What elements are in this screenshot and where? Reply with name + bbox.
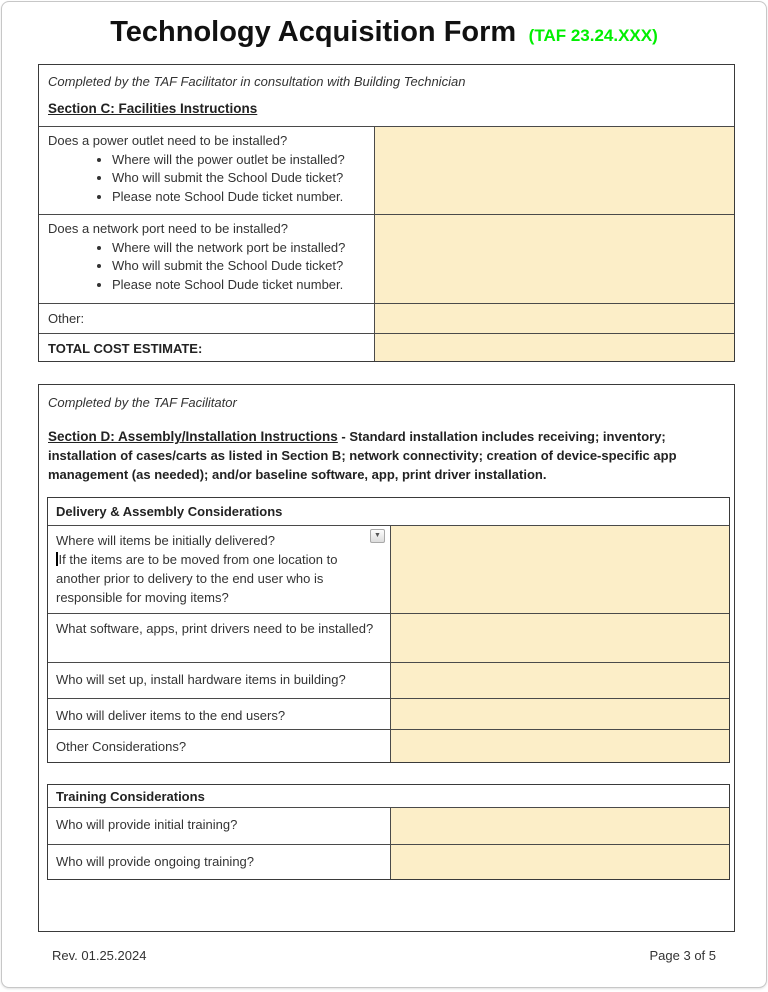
answer-cell-power-outlet[interactable]: [374, 127, 734, 214]
table-row: [48, 613, 729, 663]
taf-number: (TAF 23.24.XXX): [528, 26, 658, 45]
answer-cell-initial-training[interactable]: [390, 808, 729, 844]
section-c-header-cell: [39, 65, 734, 126]
table-row: [48, 698, 729, 729]
table-row: [48, 844, 729, 879]
form-title: Technology Acquisition Form: [110, 16, 517, 48]
question-ongoing-training: Who will provide ongoing training?: [56, 854, 255, 869]
answer-cell-network-port[interactable]: [374, 215, 734, 303]
table-row: [48, 662, 729, 698]
section-d-heading: Section D: Assembly/Installation Instructions: [48, 429, 338, 444]
question-line: Where will items be initially delivered?: [56, 532, 275, 548]
page-number: Page 3 of 5: [649, 948, 716, 963]
answer-cell-initial-delivery[interactable]: [390, 526, 729, 613]
table-row: [39, 333, 734, 361]
bullet-list: [48, 239, 364, 295]
table-row: [39, 303, 734, 333]
form-page: [1, 1, 767, 988]
delivery-assembly-table: [47, 497, 730, 763]
table-row: [39, 126, 734, 214]
text-cursor: [56, 552, 58, 566]
question-deliver-end-users: Who will deliver items to the end users?: [56, 708, 286, 724]
table-row: [48, 525, 729, 613]
question-network-port: Does a network port need to be installed? • Where will the network port be installed? • Who will submit the School Dude ticket? • Please note School Dude ticket number.: [39, 215, 374, 303]
question-initial-training: Who will provide initial training?: [56, 817, 238, 832]
answer-cell-total-cost[interactable]: [374, 334, 734, 361]
table-row: [48, 807, 729, 844]
label-total-cost-estimate: TOTAL COST ESTIMATE:: [48, 341, 203, 356]
answer-cell-ongoing-training[interactable]: [390, 845, 729, 879]
section-d-heading-suffix: - Standard installation includes receiving; inventory; installation of cases/carts as listed in Section B; network connectivity; creation of device-specific app management (as needed); and/or baseline software, app, print driver installation.: [48, 429, 677, 482]
bullet-item: • Please note School Dude ticket number.: [112, 276, 364, 295]
question-line: If the items are to be moved from one location to another prior to delivery to the end user who is responsible for moving items?: [56, 551, 338, 605]
question-software-apps: What software, apps, print drivers need to be installed?: [56, 620, 374, 636]
question-other: Other:: [48, 311, 85, 327]
table-row: [39, 214, 734, 303]
table-row: [48, 729, 729, 762]
bullet-item: • Where will the power outlet be installed?: [112, 151, 364, 170]
section-c-intro: Completed by the TAF Facilitator in consultation with Building Technician: [48, 74, 466, 89]
answer-cell-software-apps[interactable]: [390, 614, 729, 663]
training-table: [47, 784, 730, 880]
section-c-heading: Section C: Facilities Instructions: [48, 101, 258, 116]
question-initial-delivery: [48, 526, 390, 613]
bullet-item: • Please note School Dude ticket number.: [112, 188, 364, 207]
question-setup-hardware: Who will set up, install hardware items in building?: [56, 672, 346, 688]
page-title: [2, 16, 766, 49]
bullet-item: • Where will the network port be installed?: [112, 239, 364, 258]
section-d-box: [38, 384, 735, 932]
section-c-table: [38, 64, 735, 362]
bullet-item: • Who will submit the School Dude ticket?: [112, 257, 364, 276]
answer-cell-other-considerations[interactable]: [390, 730, 729, 762]
answer-cell-deliver-end-users[interactable]: [390, 699, 729, 729]
question-power-outlet: Does a power outlet need to be installed? • Where will the power outlet be installed? • Who will submit the School Dude ticket? • Please note School Dude ticket number.: [39, 127, 374, 214]
section-d-intro: Completed by the TAF Facilitator: [48, 395, 237, 410]
section-d-description: [48, 427, 728, 484]
answer-cell-other[interactable]: [374, 304, 734, 333]
bullet-list: [48, 151, 364, 207]
delivery-table-header: Delivery & Assembly Considerations: [56, 504, 283, 519]
bullet-item: • Who will submit the School Dude ticket?: [112, 169, 364, 188]
training-table-header: Training Considerations: [56, 789, 205, 804]
revision-date: Rev. 01.25.2024: [52, 948, 147, 963]
dropdown-arrow-icon[interactable]: ▼: [370, 529, 385, 543]
question-other-considerations: Other Considerations?: [56, 739, 187, 755]
answer-cell-setup-hardware[interactable]: [390, 663, 729, 698]
